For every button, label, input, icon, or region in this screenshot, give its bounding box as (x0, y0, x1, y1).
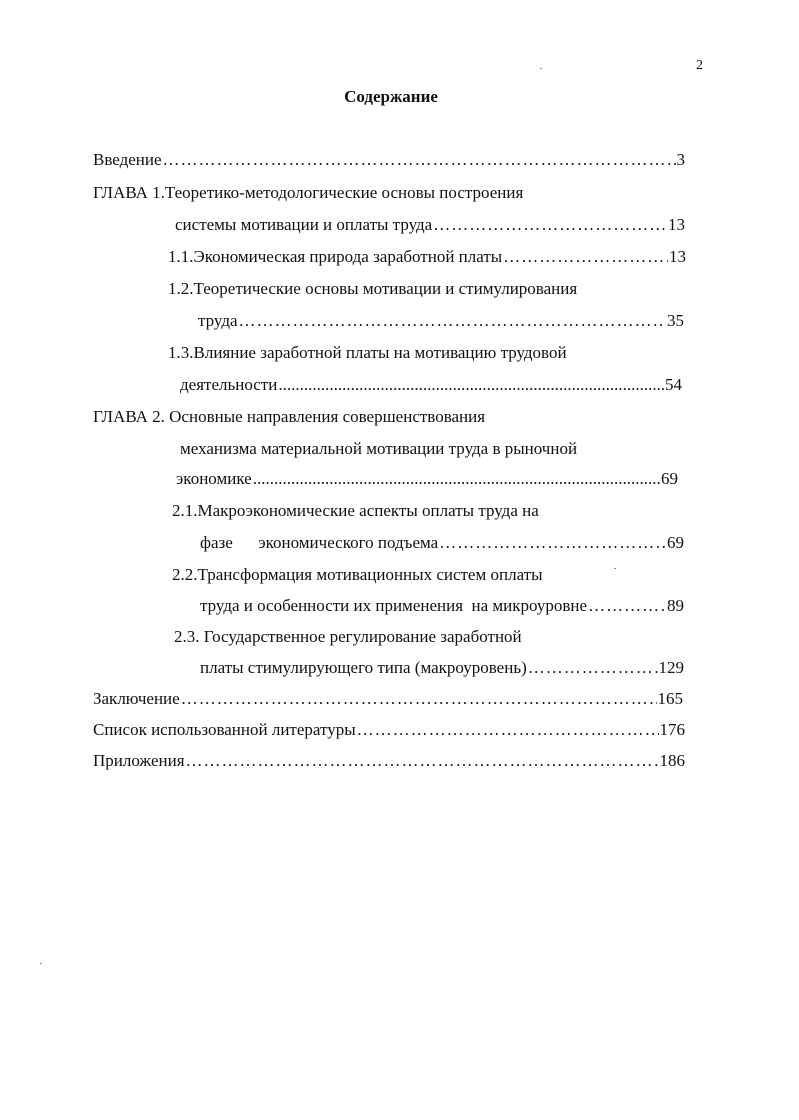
toc-section-2-1-line-2 (200, 531, 684, 555)
dot-leader (433, 213, 667, 237)
toc-chapter-1-line-2 (175, 213, 685, 237)
dot-leader (253, 467, 660, 491)
toc-page-number: 54 (665, 375, 682, 394)
toc-page-number: 13 (669, 247, 686, 266)
toc-page-number: 129 (658, 658, 684, 677)
toc-entry-label: экономике (176, 469, 252, 488)
dot-leader (239, 309, 666, 333)
toc-section-1-2-line-1: 1.2.Теоретические основы мотивации и стимулирования (168, 279, 578, 298)
dot-leader (278, 373, 664, 397)
toc-entry-label: системы мотивации и оплаты труда (175, 215, 433, 234)
scan-speck (540, 68, 542, 69)
toc-section-1-2-line-2 (198, 309, 684, 333)
toc-entry-label: платы стимулирующего типа (макроуровень) (200, 658, 527, 677)
toc-entry-label: 1.1.Экономическая природа заработной платы (168, 247, 503, 266)
toc-section-1-1 (168, 245, 686, 269)
dot-leader (181, 687, 657, 711)
toc-section-2-2-line-1: 2.2.Трансформация мотивационных систем оплаты (172, 565, 543, 584)
toc-section-2-1-line-1: 2.1.Макроэкономические аспекты оплаты труда на (172, 501, 539, 520)
toc-section-1-3-line-1: 1.3.Влияние заработной платы на мотивацию трудовой (168, 343, 567, 362)
toc-section-2-3-line-1: 2.3. Государственное регулирование заработной (174, 627, 522, 646)
toc-page-number: 69 (667, 533, 684, 552)
toc-page-number: 3 (676, 150, 685, 169)
toc-section-2-2-line-2 (200, 594, 684, 618)
toc-page-number: 186 (659, 751, 685, 770)
toc-page-number: 165 (657, 689, 683, 708)
toc-entry-intro (93, 148, 685, 172)
toc-entry-label: Заключение (93, 689, 180, 708)
dot-leader (163, 148, 676, 172)
toc-entry-label: фазе экономического подъема (200, 533, 439, 552)
dot-leader (357, 718, 659, 742)
page-title: Содержание (344, 87, 438, 106)
toc-page-number: 89 (667, 596, 684, 615)
toc-entry-label: деятельности (180, 375, 278, 394)
toc-page-number: 13 (668, 215, 685, 234)
toc-page-number: 35 (667, 311, 684, 330)
toc-entry-label: Приложения (93, 751, 185, 770)
toc-entry-label: Введение (93, 150, 162, 169)
toc-entry-label: труда (198, 311, 238, 330)
toc-entry-label: труда и особенности их применения на микроуровне (200, 596, 588, 615)
toc-entry-label: Список использованной литературы (93, 720, 356, 739)
dot-leader (186, 749, 659, 773)
dot-leader (528, 656, 658, 680)
toc-chapter-1-line-1: ГЛАВА 1.Теоретико-методологические основы построения (93, 183, 524, 202)
toc-chapter-2-line-1: ГЛАВА 2. Основные направления совершенствования (93, 407, 486, 426)
toc-page-number: 176 (659, 720, 685, 739)
toc-page-number: 69 (661, 469, 678, 488)
toc-chapter-2-line-3 (176, 467, 678, 491)
dot-leader (588, 594, 666, 618)
toc-entry-references (93, 718, 685, 742)
scan-speck (40, 963, 42, 964)
dot-leader (439, 531, 666, 555)
dot-leader (503, 245, 668, 269)
toc-section-2-3-line-2 (200, 656, 684, 680)
toc-chapter-2-line-2: механизма материальной мотивации труда в рыночной (180, 439, 578, 458)
scan-speck (614, 568, 616, 569)
toc-section-1-3-line-2 (180, 373, 682, 397)
toc-entry-conclusion (93, 687, 683, 711)
toc-entry-appendix (93, 749, 685, 773)
page-number: 2 (696, 58, 703, 73)
